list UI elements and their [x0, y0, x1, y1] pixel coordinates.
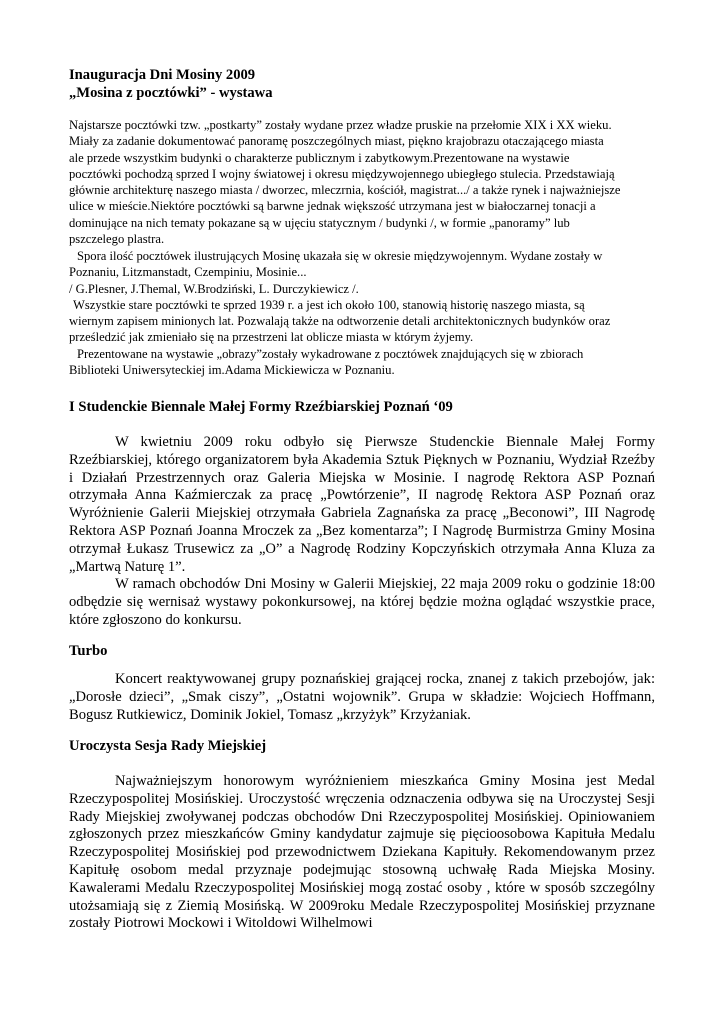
text-line: zgłoszonych przez mieszkańców Gminy kandydatur zajmuje się pięcioosobowa Kapituła Medalu: [69, 826, 655, 843]
section4-title: Uroczysta Sesja Rady Miejskiej: [69, 738, 267, 754]
text-line: otrzymała Anna Kaźmierczak za pracę „Powtórzenie”, II nagrodę Rektora ASP Poznań oraz: [69, 487, 655, 504]
section2-paragraph-1: [69, 434, 655, 576]
text-line: pszczelego plastra.: [69, 232, 165, 247]
text-line: ale przede wszystkim budynki o charakterze publicznym i zabytkowym.Prezentowane na wystawie: [69, 150, 570, 165]
section1-title: Inauguracja Dni Mosiny 2009: [69, 67, 256, 83]
section1-heading: [69, 67, 655, 103]
section2-title: I Studenckie Biennale Małej Formy Rzeźbiarskiej Poznań ‘09: [69, 399, 453, 415]
text-line: Prezentowane na wystawie „obrazy”zostały wykadrowane z pocztówek znajdujących się w zbiorach: [77, 346, 584, 361]
text-line: Kawalerami Medalu Rzeczypospolitej Mosińskiej mogą zostać osoby , które w sposób szczególny: [69, 879, 655, 896]
text-line: utożsamiają się z Ziemią Mosińską. W 2009roku Medale Rzeczypospolitej Mosińskiej przyznane: [69, 897, 655, 914]
text-line: prześledzić jak zmieniało się na przestrzeni lat oblicze miasta w którym żyjemy.: [69, 330, 474, 345]
section4-paragraph: [69, 773, 655, 933]
text-line: Rzeczypospolitej Mosińskiej. Uroczystość wręczenia odznaczenia odbywa się na Uroczystej Sesji: [69, 790, 655, 807]
text-line: które zgłoszono do konkursu.: [69, 611, 242, 628]
text-line: Bogusz Rutkiewicz, Dominik Jokiel, Tomasz „krzyżyk” Krzyżaniak.: [69, 706, 471, 723]
text-line: głównie architekturę naszego miasta / dworzec, mleczrnia, kościół, magistrat.../ a także rynek i najważniejsze: [69, 183, 621, 198]
text-line: odbędzie się wernisaż wystawy pokonkursowej, na której będzie można oglądać wszystkie prace,: [69, 593, 655, 610]
text-line: Wyróżnienie Galerii Miejskiej otrzymała Gabriela Zagnańska za pracę „Beconowi”, III Nagrodę: [69, 505, 655, 522]
text-line: W ramach obchodów Dni Mosiny w Galerii Miejskiej, 22 maja 2009 roku o godzinie 18:00: [115, 576, 655, 592]
text-line: otrzymał Łukasz Trusewicz za „O” a Nagrodę Rodziny Kopczyńskich otrzymała Anna Kluza za: [69, 540, 655, 557]
text-line: Rzeźbiarskiej, którego organizatorem była Akademia Sztuk Pięknych w Poznaniu, Wydział Rzeźby: [69, 451, 655, 468]
text-line: Koncert reaktywowanej grupy poznańskiej grającej rocka, znanej z takich przebojów, jak:: [115, 671, 655, 687]
text-line: wiernym zapisem minionych lat. Pozwalają także na odtworzenie detali architektonicznych budynków oraz: [69, 314, 611, 329]
section3-title: Turbo: [69, 643, 108, 659]
text-line: „Dorosłe dzieci”, „Smak ciszy”, „Ostatni wojownik”. Grupa w składzie: Wojciech Hoffmann,: [69, 688, 655, 705]
section1-paragraph-1: [69, 117, 655, 247]
text-line: ulice w mieście.Niektóre pocztówki są barwne jednak większość utrzymana jest w białoczarnej tonacji a: [69, 199, 596, 214]
text-line: Rady Miejskiej zwoływanej podczas obchodów Dni Rzeczypospolitej Mosińskiej. Opiniowaniem: [69, 808, 655, 825]
text-line: Wszystkie stare pocztówki te sprzed 1939 r. a jest ich około 100, stanowią historię naszego miasta, są: [73, 297, 585, 312]
text-line: Poznaniu, Litzmanstadt, Czempiniu, Mosinie...: [69, 265, 307, 280]
text-line: Spora ilość pocztówek ilustrujących Mosinę ukazała się w okresie międzywojennym. Wydane zostały w: [77, 249, 603, 263]
text-line: i Działań Przestrzennych oraz Galeria Miejska w Mosinie. I nagrodę Rektora ASP Poznań: [69, 469, 655, 486]
text-line: Miały za zadanie dokumentować panoramę poszczególnych miast, piękno krajobrazu otaczającego miasta: [69, 134, 604, 149]
text-line: Rektora ASP Poznań Joanna Mroczek za „Bez komentarza”; I Nagrodę Burmistrza Gminy Mosina: [69, 522, 655, 539]
section1-paragraph-2: [69, 248, 655, 378]
text-line: zostały Piotrowi Mockowi i Witoldowi Wilhelmowi: [69, 915, 373, 932]
section1-subtitle: „Mosina z pocztówki” - wystawa: [69, 84, 273, 101]
text-line: Rzeczypospolitej Mosińskiej pod przewodnictwem Dziekana Kapituły. Rekomendowanym przez: [69, 844, 655, 861]
text-line: / G.Plesner, J.Themal, W.Brodziński, L. Durczykiewicz /.: [69, 281, 359, 296]
text-line: Najważniejszym honorowym wyróżnieniem mieszkańca Gminy Mosina jest Medal: [115, 773, 655, 789]
text-line: dominujące na nich tematy pokazane są w ujęciu statycznym / budynki /, w formie „panoramy” lub: [69, 215, 570, 230]
section2-paragraph-2: [69, 576, 655, 629]
text-line: Biblioteki Uniwersyteckiej im.Adama Mickiewicza w Poznaniu.: [69, 363, 395, 378]
section3-paragraph: [69, 671, 655, 724]
text-line: Najstarsze pocztówki tzw. „postkarty” zostały wydane przez władze pruskie na przełomie XIX i XX wieku.: [69, 118, 612, 132]
text-line: „Martwą Naturę 1”.: [69, 558, 186, 575]
text-line: pocztówki pochodzą sprzed I wojny światowej i okresu międzywojennego ubiegłego stulecia. Przedstawiają: [69, 166, 615, 181]
text-line: W kwietniu 2009 roku odbyło się Pierwsze Studenckie Biennale Małej Formy: [115, 434, 655, 450]
text-line: Kapitułę osobom medal przyznaje podejmując stosowną uchwałę Rada Miejska Mosiny.: [69, 861, 655, 878]
